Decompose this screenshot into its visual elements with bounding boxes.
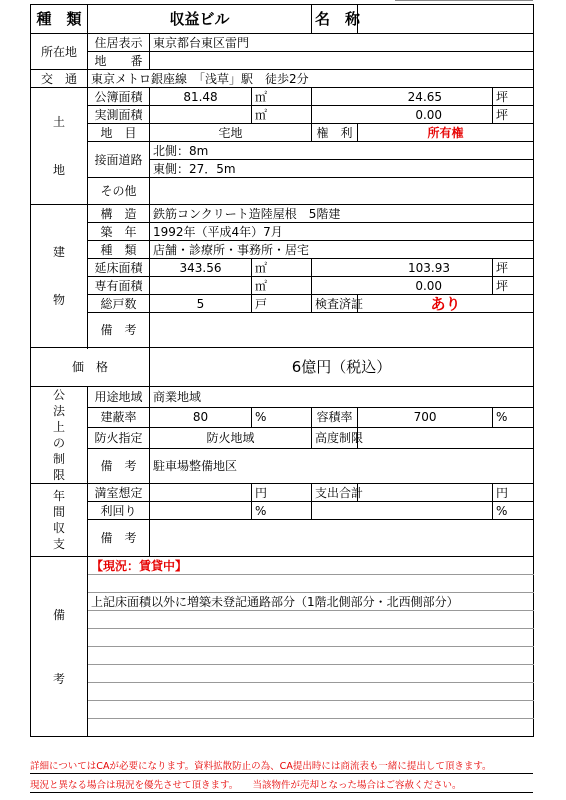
land-rights-label: 権 利	[312, 124, 358, 142]
address-label: 住居表示	[88, 34, 150, 52]
notes-line-blank-2	[88, 611, 534, 629]
income-label: 年 間 収 支	[31, 484, 88, 557]
land-registered-area-label: 公簿面積	[88, 88, 150, 106]
building-built-value: 1992年（平成4年）7月	[150, 223, 534, 241]
land-category-value: 宅地	[150, 124, 312, 142]
building-floor-area-label: 延床面積	[88, 259, 150, 277]
name-value	[358, 5, 534, 34]
building-exclusive-tsubo: 0.00	[312, 277, 493, 295]
regulation-height-value	[358, 428, 534, 449]
notes-line-blank-7	[88, 701, 534, 719]
building-floor-tsubo: 103.93	[312, 259, 493, 277]
land-registered-tsubo: 24.65	[312, 88, 493, 106]
income-remarks-label: 備 考	[88, 520, 150, 557]
income-expense-label: 支出合計	[312, 484, 358, 502]
building-structure-value: 鉄筋コンクリート造陸屋根 5階建	[150, 205, 534, 223]
land-other-label: その他	[88, 178, 150, 205]
notes-line-blank-5	[88, 665, 534, 683]
footer-bottom-rule	[30, 792, 533, 793]
regulation-fire-value: 防火地域	[150, 428, 312, 449]
transport-value: 東京メトロ銀座線 「浅草」駅 徒歩2分	[88, 70, 534, 88]
regulation-label: 公 法 上 の 制 限	[31, 387, 88, 484]
land-surveyed-tsubo: 0.00	[312, 106, 493, 124]
building-exclusive-tsubo-unit: 坪	[493, 277, 534, 295]
income-remarks-value	[150, 520, 534, 557]
building-built-label: 築 年	[88, 223, 150, 241]
footer-divider	[30, 773, 533, 774]
footer-note-2: 現況と異なる場合は現況を優先させて頂きます。 当該物件が売却となった場合はご容赦ください。	[30, 780, 462, 791]
building-inspection-label: 検査済証	[312, 295, 358, 313]
regulation-zone-value: 商業地域	[150, 387, 534, 408]
building-exclusive-sqm-unit: ㎡	[252, 277, 312, 295]
type-label: 種 類	[31, 5, 88, 34]
transport-label: 交 通	[31, 70, 88, 88]
regulation-remarks-value: 駐車場整備地区	[150, 448, 534, 483]
land-surveyed-sqm-unit: ㎡	[252, 106, 312, 124]
income-yield-pct: %	[252, 502, 312, 520]
building-exclusive-area-label: 専有面積	[88, 277, 150, 295]
notes-line-blank-4	[88, 647, 534, 665]
income-full-rent-value	[150, 484, 252, 502]
income-yield-blank	[312, 502, 493, 520]
footer-note-1: 詳細についてはCAが必要になります。資料拡散防止の為、CA提出時には商流表も一緒に提出して頂きます。	[30, 761, 492, 772]
building-exclusive-area	[150, 277, 252, 295]
land-surveyed-area-label: 実測面積	[88, 106, 150, 124]
price-value: 6億円（税込）	[150, 348, 534, 387]
address-value: 東京都台東区雷門	[150, 34, 534, 52]
building-remarks-label: 備 考	[88, 313, 150, 348]
regulation-bcr-label: 建蔽率	[88, 407, 150, 428]
income-yield-value	[150, 502, 252, 520]
building-floor-sqm-unit: ㎡	[252, 259, 312, 277]
regulation-bcr-value: 80	[150, 407, 252, 428]
regulation-fire-label: 防火指定	[88, 428, 150, 449]
building-floor-tsubo-unit: 坪	[493, 259, 534, 277]
land-road-east: 東側：27．5m	[150, 160, 534, 178]
notes-line-1: 上記床面積以外に増築未登記通路部分（1階北側部分・北西側部分）	[88, 593, 534, 611]
income-expense-yen: 円	[493, 484, 534, 502]
building-label: 建 物	[31, 205, 88, 348]
income-full-rent-yen: 円	[252, 484, 312, 502]
land-road-label: 接面道路	[88, 142, 150, 178]
land-sqm-unit: ㎡	[252, 88, 312, 106]
building-kind-value: 店舗・診療所・事務所・居宅	[150, 241, 534, 259]
land-category-label: 地 目	[88, 124, 150, 142]
location-label: 所在地	[31, 34, 88, 70]
land-other-value	[150, 178, 534, 205]
income-full-rent-label: 満室想定	[88, 484, 150, 502]
regulation-remarks-label: 備 考	[88, 448, 150, 483]
notes-label: 備 考	[31, 557, 88, 737]
building-floor-area: 343.56	[150, 259, 252, 277]
income-expense-value	[358, 484, 493, 502]
regulation-bcr-pct: %	[252, 407, 312, 428]
regulation-far-value: 700	[358, 407, 493, 428]
building-inspection-value: あり	[358, 295, 534, 313]
building-kind-label: 種 類	[88, 241, 150, 259]
income-yield-pct-right: %	[493, 502, 534, 520]
building-units-unit: 戸	[252, 295, 312, 313]
price-label: 価 格	[31, 348, 150, 387]
land-tsubo-unit: 坪	[493, 88, 534, 106]
notes-line-blank-1	[88, 575, 534, 593]
land-surveyed-area	[150, 106, 252, 124]
type-value: 収益ビル	[88, 5, 312, 34]
land-rights-value: 所有権	[358, 124, 534, 142]
notes-line-blank-3	[88, 629, 534, 647]
notes-line-blank-8	[88, 719, 534, 737]
regulation-height-label: 高度制限	[312, 428, 358, 449]
land-surveyed-tsubo-unit: 坪	[493, 106, 534, 124]
regulation-zone-label: 用途地域	[88, 387, 150, 408]
building-units-label: 総戸数	[88, 295, 150, 313]
building-structure-label: 構 造	[88, 205, 150, 223]
land-road-north: 北側：8m	[150, 142, 534, 160]
lot-label: 地 番	[88, 52, 150, 70]
notes-status: 【現況：賃貸中】	[88, 557, 534, 575]
regulation-far-label: 容積率	[312, 407, 358, 428]
land-registered-area: 81.48	[150, 88, 252, 106]
regulation-far-pct: %	[493, 407, 534, 428]
notes-line-blank-6	[88, 683, 534, 701]
property-sheet	[30, 4, 534, 737]
building-remarks-value	[150, 313, 534, 348]
lot-value	[150, 52, 534, 70]
building-units-value: 5	[150, 295, 252, 313]
income-yield-label: 利回り	[88, 502, 150, 520]
name-label: 名 称	[312, 5, 358, 34]
land-label: 土 地	[31, 88, 88, 205]
